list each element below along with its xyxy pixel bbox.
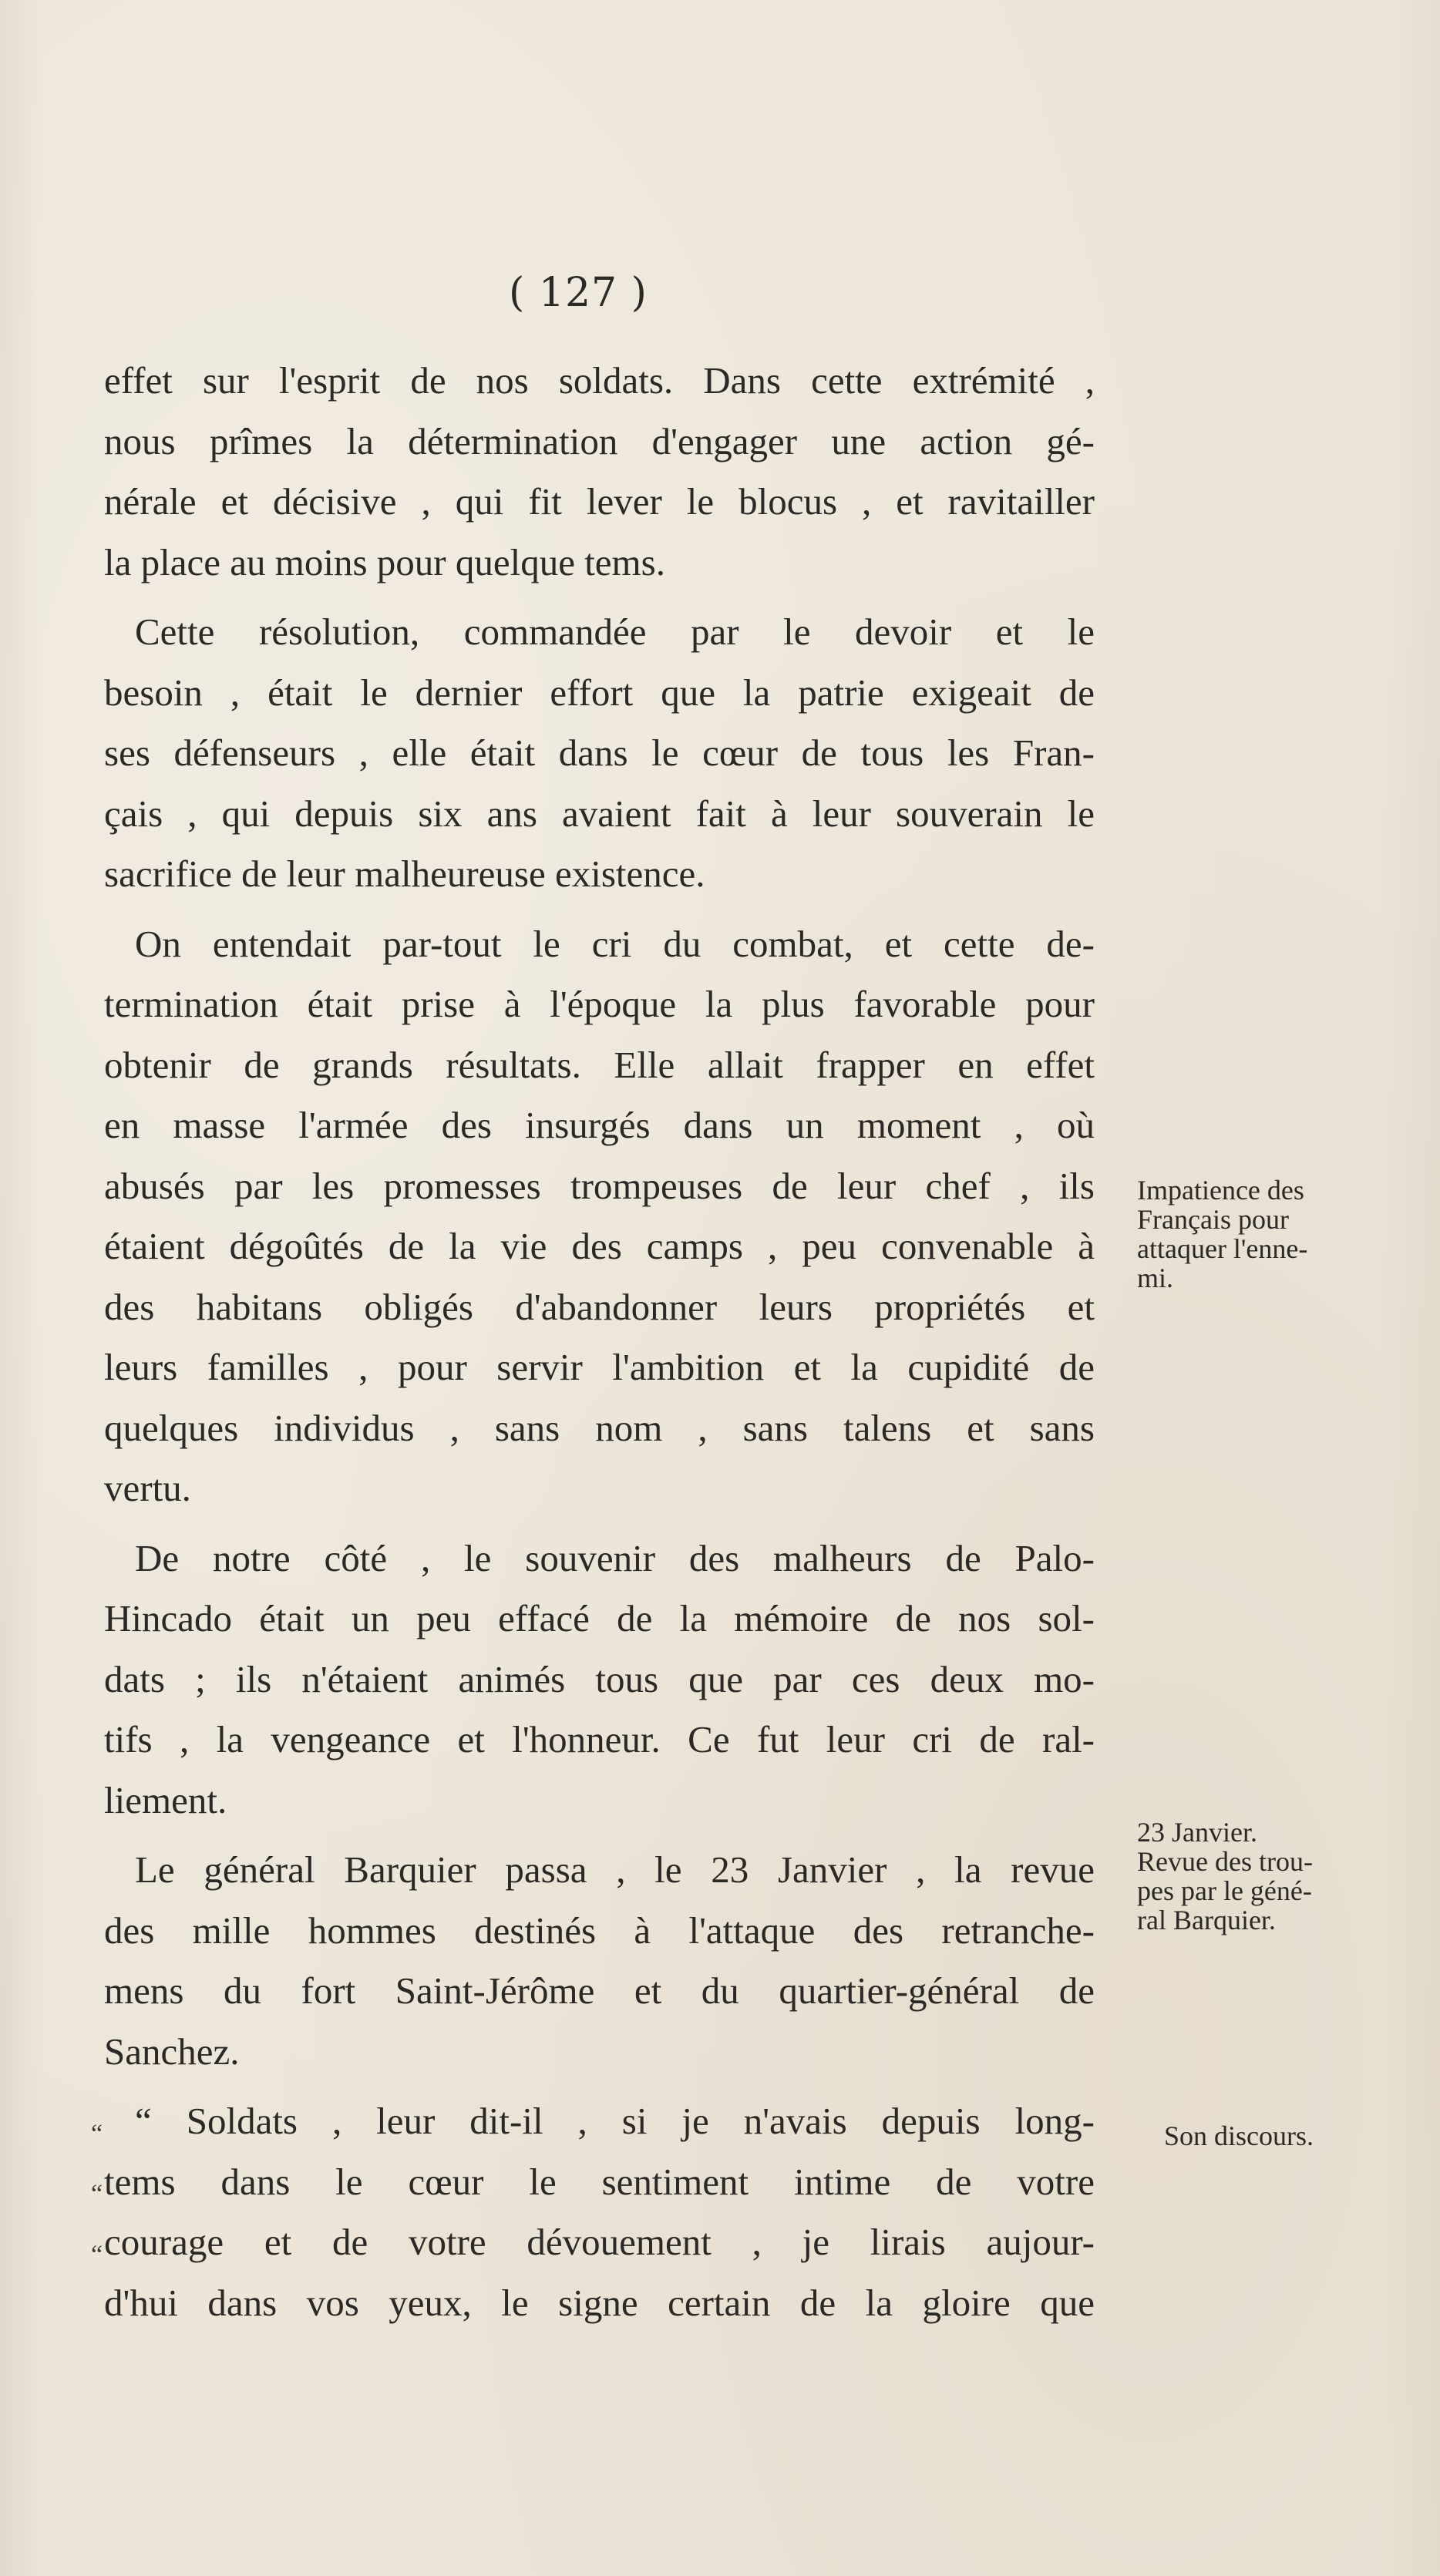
body-text <box>104 351 1095 2342</box>
margin-note-line: Revue des trou- <box>1137 1846 1313 1877</box>
page-number: ( 127 ) <box>509 270 648 316</box>
paragraph-4 <box>104 1528 1095 1831</box>
text-line: la place au moins pour quelque tems. <box>104 540 665 583</box>
text-line: sacrifice de leur malheureuse existence. <box>104 853 705 895</box>
text-line: Hincado était un peu effacé de la mémoire de nos sol- <box>104 1597 1095 1639</box>
text-line: çais , qui depuis six ans avaient fait à leur souverain le <box>104 792 1095 835</box>
text-line: vertu. <box>104 1467 191 1509</box>
margin-note-line: Impatience des <box>1137 1175 1304 1206</box>
paragraph-1 <box>104 351 1095 593</box>
paragraph-5 <box>104 1840 1095 2082</box>
text-line: courage et de votre dévouement , je lirais aujour- <box>104 2221 1095 2263</box>
margin-note-line: mi. <box>1137 1263 1174 1293</box>
text-line: Cette résolution, commandée par le devoir et le <box>135 610 1095 653</box>
margin-note-line: attaquer l'enne- <box>1137 1233 1308 1264</box>
text-line: leurs familles , pour servir l'ambition et la cupidité de <box>104 1346 1095 1388</box>
text-line: dats ; ils n'étaient animés tous que par ces deux mo- <box>104 1657 1095 1700</box>
quote-mark: “ <box>91 2241 103 2269</box>
margin-note-line: ral Barquier. <box>1137 1905 1276 1935</box>
text-line: nérale et décisive , qui fit lever le blocus , et ravitailler <box>104 480 1095 523</box>
text-line: “ Soldats , leur dit-il , si je n'avais depuis long- <box>135 2100 1095 2142</box>
text-line: tems dans le cœur le sentiment intime de votre <box>104 2160 1095 2203</box>
text-line: mens du fort Saint-Jérôme et du quartier-général de <box>104 1969 1095 2012</box>
text-line: nous prîmes la détermination d'engager une action gé- <box>104 419 1095 462</box>
margin-note-line: Français pour <box>1137 1204 1289 1235</box>
text-line: Le général Barquier passa , le 23 Janvier , la revue <box>135 1848 1095 1891</box>
text-line: effet sur l'esprit de nos soldats. Dans cette extrémité , <box>104 359 1095 402</box>
text-line: obtenir de grands résultats. Elle allait frapper en effet <box>104 1043 1095 1086</box>
paragraph-6 <box>104 2091 1095 2333</box>
margin-note-line: Son discours. <box>1164 2120 1314 2151</box>
margin-note-discours <box>1164 2121 1395 2151</box>
text-line: étaient dégoûtés de la vie des camps , peu convenable à <box>104 1225 1095 1267</box>
text-line: De notre côté , le souvenir des malheurs de Palo- <box>135 1536 1095 1579</box>
margin-note-line: pes par le géné- <box>1137 1875 1312 1906</box>
text-line: en masse l'armée des insurgés dans un moment , où <box>104 1104 1095 1146</box>
text-line: quelques individus , sans nom , sans talens et sans <box>104 1406 1095 1449</box>
text-line: termination était prise à l'époque la plus favorable pour <box>104 983 1095 1025</box>
margin-note-line: 23 Janvier. <box>1137 1817 1257 1848</box>
margin-note-impatience <box>1137 1175 1391 1293</box>
margin-note-revue <box>1137 1818 1399 1935</box>
text-line: ses défenseurs , elle était dans le cœur de tous les Fran- <box>104 731 1095 774</box>
quote-mark: “ <box>91 2120 103 2148</box>
paragraph-3 <box>104 914 1095 1519</box>
quote-mark: “ <box>91 2180 103 2208</box>
text-line: abusés par les promesses trompeuses de leur chef , ils <box>104 1164 1095 1207</box>
text-line: On entendait par-tout le cri du combat, et cette de- <box>135 922 1095 965</box>
text-line: des mille hommes destinés à l'attaque des retranche- <box>104 1908 1095 1952</box>
text-line: liement. <box>104 1778 227 1821</box>
text-line: tifs , la vengeance et l'honneur. Ce fut leur cri de ral- <box>104 1718 1095 1760</box>
text-line: Sanchez. <box>104 2030 240 2073</box>
paragraph-2 <box>104 602 1095 905</box>
text-line: besoin , était le dernier effort que la patrie exigeait de <box>104 671 1095 714</box>
text-line: d'hui dans vos yeux, le signe certain de la gloire que <box>104 2281 1095 2324</box>
text-line: des habitans obligés d'abandonner leurs propriétés et <box>104 1285 1095 1328</box>
